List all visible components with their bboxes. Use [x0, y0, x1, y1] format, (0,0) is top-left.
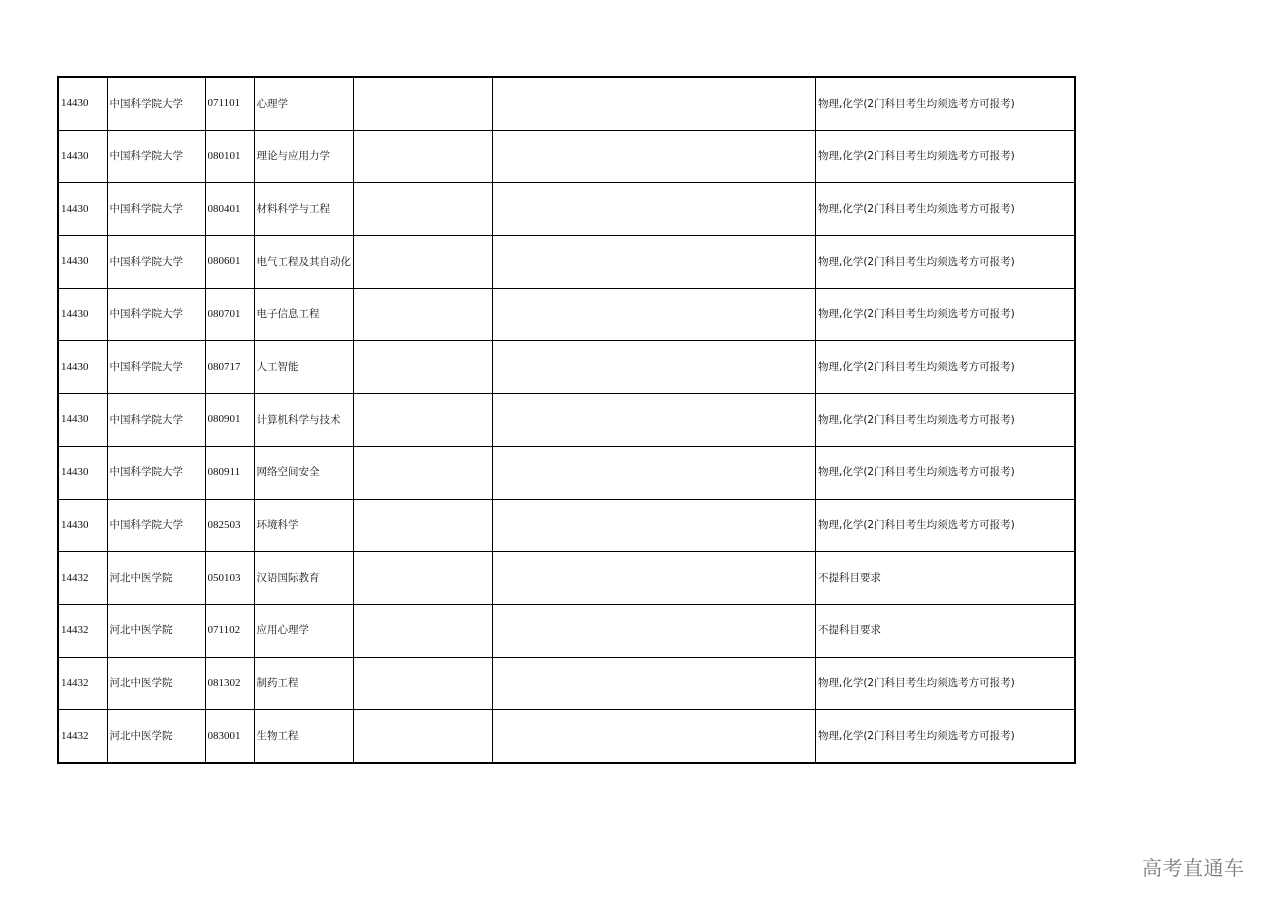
empty-cell	[354, 183, 493, 236]
major-name-cell: 汉语国际教育	[254, 552, 354, 605]
empty-cell	[493, 710, 816, 763]
major-name-cell: 环境科学	[254, 499, 354, 552]
subject-requirements-table	[57, 76, 1076, 764]
table-row	[58, 446, 1075, 499]
major-code-cell: 081302	[205, 657, 254, 710]
subject-requirement-cell: 不提科目要求	[816, 604, 1075, 657]
subject-requirement-cell: 物理,化学(2门科目考生均须选考方可报考)	[816, 77, 1075, 130]
subject-requirement-cell: 物理,化学(2门科目考生均须选考方可报考)	[816, 446, 1075, 499]
table-row	[58, 130, 1075, 183]
school-name-cell: 河北中医学院	[107, 710, 205, 763]
table-row	[58, 236, 1075, 289]
major-name-cell: 电子信息工程	[254, 288, 354, 341]
subject-requirement-cell: 物理,化学(2门科目考生均须选考方可报考)	[816, 499, 1075, 552]
school-code-cell: 14430	[58, 130, 107, 183]
subject-requirement-cell: 物理,化学(2门科目考生均须选考方可报考)	[816, 710, 1075, 763]
empty-cell	[493, 183, 816, 236]
school-code-cell: 14430	[58, 288, 107, 341]
empty-cell	[354, 288, 493, 341]
major-name-cell: 理论与应用力学	[254, 130, 354, 183]
empty-cell	[493, 130, 816, 183]
empty-cell	[493, 394, 816, 447]
table-row	[58, 499, 1075, 552]
school-name-cell: 河北中医学院	[107, 657, 205, 710]
school-code-cell: 14430	[58, 394, 107, 447]
table-row	[58, 288, 1075, 341]
school-code-cell: 14430	[58, 236, 107, 289]
school-name-cell: 中国科学院大学	[107, 446, 205, 499]
empty-cell	[493, 288, 816, 341]
major-code-cell: 083001	[205, 710, 254, 763]
major-code-cell: 080717	[205, 341, 254, 394]
school-name-cell: 中国科学院大学	[107, 77, 205, 130]
major-code-cell: 082503	[205, 499, 254, 552]
major-name-cell: 网络空间安全	[254, 446, 354, 499]
empty-cell	[354, 394, 493, 447]
school-name-cell: 中国科学院大学	[107, 183, 205, 236]
subject-requirement-cell: 物理,化学(2门科目考生均须选考方可报考)	[816, 288, 1075, 341]
empty-cell	[493, 236, 816, 289]
table-row	[58, 604, 1075, 657]
table-row	[58, 341, 1075, 394]
subject-requirement-cell: 不提科目要求	[816, 552, 1075, 605]
table-row	[58, 183, 1075, 236]
school-name-cell: 中国科学院大学	[107, 341, 205, 394]
major-code-cell: 071101	[205, 77, 254, 130]
school-code-cell: 14430	[58, 446, 107, 499]
empty-cell	[354, 77, 493, 130]
major-code-cell: 080101	[205, 130, 254, 183]
major-name-cell: 计算机科学与技术	[254, 394, 354, 447]
subject-requirement-cell: 物理,化学(2门科目考生均须选考方可报考)	[816, 394, 1075, 447]
major-name-cell: 心理学	[254, 77, 354, 130]
empty-cell	[493, 552, 816, 605]
empty-cell	[493, 499, 816, 552]
major-code-cell: 080701	[205, 288, 254, 341]
subject-requirement-cell: 物理,化学(2门科目考生均须选考方可报考)	[816, 183, 1075, 236]
school-code-cell: 14430	[58, 77, 107, 130]
empty-cell	[493, 446, 816, 499]
empty-cell	[493, 341, 816, 394]
school-code-cell: 14432	[58, 657, 107, 710]
empty-cell	[354, 499, 493, 552]
empty-cell	[354, 604, 493, 657]
major-name-cell: 生物工程	[254, 710, 354, 763]
watermark-text: 高考直通车	[1142, 856, 1245, 880]
table-row	[58, 552, 1075, 605]
major-name-cell: 材料科学与工程	[254, 183, 354, 236]
major-name-cell: 人工智能	[254, 341, 354, 394]
empty-cell	[354, 236, 493, 289]
school-code-cell: 14432	[58, 604, 107, 657]
major-code-cell: 080911	[205, 446, 254, 499]
table-row	[58, 394, 1075, 447]
major-code-cell: 080901	[205, 394, 254, 447]
school-name-cell: 中国科学院大学	[107, 288, 205, 341]
empty-cell	[354, 130, 493, 183]
subject-requirement-cell: 物理,化学(2门科目考生均须选考方可报考)	[816, 130, 1075, 183]
school-name-cell: 中国科学院大学	[107, 499, 205, 552]
school-code-cell: 14430	[58, 183, 107, 236]
school-code-cell: 14430	[58, 499, 107, 552]
school-code-cell: 14432	[58, 710, 107, 763]
school-name-cell: 中国科学院大学	[107, 236, 205, 289]
table-row	[58, 657, 1075, 710]
major-code-cell: 071102	[205, 604, 254, 657]
table-row	[58, 710, 1075, 763]
major-code-cell: 080401	[205, 183, 254, 236]
empty-cell	[354, 446, 493, 499]
major-code-cell: 080601	[205, 236, 254, 289]
empty-cell	[354, 657, 493, 710]
major-name-cell: 应用心理学	[254, 604, 354, 657]
subject-requirement-cell: 物理,化学(2门科目考生均须选考方可报考)	[816, 236, 1075, 289]
table-row	[58, 77, 1075, 130]
school-code-cell: 14430	[58, 341, 107, 394]
subject-requirement-cell: 物理,化学(2门科目考生均须选考方可报考)	[816, 341, 1075, 394]
empty-cell	[493, 604, 816, 657]
empty-cell	[493, 77, 816, 130]
school-name-cell: 河北中医学院	[107, 552, 205, 605]
empty-cell	[493, 657, 816, 710]
school-name-cell: 河北中医学院	[107, 604, 205, 657]
empty-cell	[354, 341, 493, 394]
subject-requirement-cell: 物理,化学(2门科目考生均须选考方可报考)	[816, 657, 1075, 710]
major-code-cell: 050103	[205, 552, 254, 605]
school-code-cell: 14432	[58, 552, 107, 605]
empty-cell	[354, 552, 493, 605]
school-name-cell: 中国科学院大学	[107, 394, 205, 447]
table-body	[58, 77, 1075, 763]
school-name-cell: 中国科学院大学	[107, 130, 205, 183]
major-name-cell: 电气工程及其自动化	[254, 236, 354, 289]
major-name-cell: 制药工程	[254, 657, 354, 710]
empty-cell	[354, 710, 493, 763]
